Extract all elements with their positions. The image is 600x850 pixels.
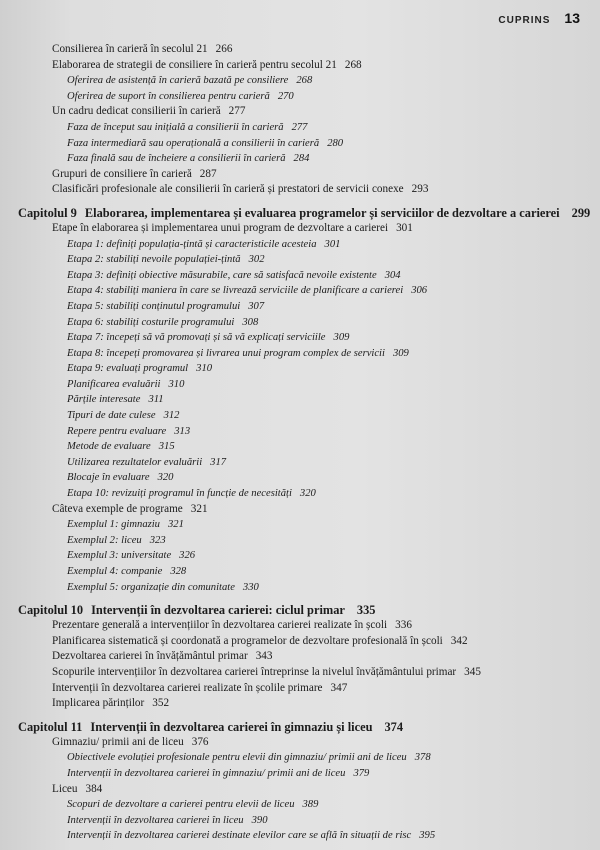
toc-entry-page: 315 [158,441,175,453]
toc-entry-title: Etapa 6: stabiliți costurile programului [67,316,235,328]
toc-entry-title: Tipuri de date culese [67,410,156,422]
toc-section-entry [18,696,588,712]
toc-entry-page: 320 [157,472,174,484]
toc-subsection-entry [18,315,588,331]
toc-entry-page: 323 [149,534,166,546]
chapter-number: Capitolul 9 [18,205,77,220]
toc-subsection-entry [18,564,588,580]
toc-entry-page: 277 [228,105,246,118]
toc-entry-page: 270 [277,90,294,102]
toc-entry-title: Gimnaziu/ primii ani de liceu [52,735,184,748]
toc-entry-title: Etapa 10: revizuiți programul în funcție de necesități [67,488,292,500]
toc-entry-page: 293 [411,183,429,196]
toc-subsection-entry [18,828,588,844]
toc-subsection-entry [18,361,588,377]
toc-section-entry [18,167,588,183]
toc-entry-page: 268 [344,58,362,71]
toc-entry-page: 379 [353,767,370,779]
running-title: CUPRINS [498,15,551,26]
toc-entry-page: 374 [384,719,404,734]
toc-subsection-entry [18,766,588,782]
toc-entry-page: 335 [356,603,376,618]
toc-entry-title: Intervenții în dezvoltarea carierei destinate elevilor care se află în situații de risc [67,830,412,842]
toc-entry-title: Planificarea sistematică și coordonată a programelor de dezvoltare profesională în școli [52,634,443,647]
toc-entry-title: Repere pentru evaluare [67,425,167,437]
toc-entry-title: Planificarea evaluării [67,378,161,390]
toc-entry-page: 299 [571,205,591,220]
toc-subsection-entry [18,252,588,268]
toc-subsection-entry [18,346,588,362]
toc-subsection-entry [18,517,588,533]
toc-entry-page: 395 [419,830,436,842]
toc-entry-page: 308 [242,316,259,328]
toc-entry-page: 302 [248,254,265,266]
toc-entry-title: Exemplul 3: universitate [67,550,172,562]
toc-section-entry [18,618,588,634]
toc-section-entry [18,681,588,697]
toc-entry-page: 342 [450,634,468,647]
toc-entry-page: 266 [215,43,233,55]
chapter-heading [18,205,591,221]
chapter-number: Capitolul 11 [18,719,83,734]
toc-entry-title: Implicarea părinților [52,697,145,710]
toc-entry-title: Clasificări profesionale ale consilierii în carieră și prestatori de servicii conexe [52,183,404,196]
toc-subsection-entry [18,797,588,813]
toc-entry-page: 336 [395,619,412,632]
toc-subsection-entry [18,330,588,346]
toc-entry-title: Scopurile intervențiilor în dezvoltarea carierei întreprinse la nivelul învățământului primar [52,665,457,678]
toc-entry-page: 311 [148,394,164,406]
toc-entry-page: 313 [174,425,191,437]
toc-subsection-entry [18,486,588,502]
chapter-heading [18,719,588,735]
toc-entry-title: Etapa 1: definiți populația-țintă și caracteristicile acesteia [67,238,317,250]
toc-subsection-entry [18,268,588,284]
toc-entry-title: Intervenții în dezvoltarea carierei: ciclul primar [91,603,345,618]
toc-entry-page: 330 [242,581,259,593]
toc-entry-page: 284 [293,153,310,165]
toc-section-entry [18,58,588,74]
toc-entry-page: 304 [384,269,401,281]
toc-section-entry [18,782,588,798]
toc-entry-page: 343 [255,650,273,663]
toc-entry-page: 378 [414,752,431,764]
toc-entry-page: 389 [302,799,319,811]
toc-subsection-entry [18,89,588,105]
toc-section-entry [18,502,588,518]
toc-entry-page: 268 [296,75,313,87]
page-number: 13 [564,10,580,26]
toc-entry-page: 376 [191,735,209,748]
toc-entry-page: 328 [170,566,187,577]
toc-entry-page: 277 [291,121,308,133]
toc-subsection-entry [18,283,588,299]
toc-entry-title: Grupuri de consiliere în carieră [52,167,192,180]
toc-subsection-entry [18,750,588,766]
toc-section-entry [18,634,588,650]
toc-entry-title: Scopuri de dezvoltare a carierei pentru elevii de liceu [67,799,295,811]
toc-entry-page: 312 [163,410,180,422]
toc-entry-page: 390 [251,814,268,826]
toc-subsection-entry [18,580,588,596]
toc-entry-title: Oferirea de asistență în carieră bazată pe consiliere [67,75,289,87]
toc-entry-title: Utilizarea rezultatelor evaluării [67,456,203,468]
toc-entry-title: Faza finală sau de încheiere a consilierii în carieră [67,153,286,165]
toc-entry-page: 306 [411,285,428,297]
toc-entry-title: Metode de evaluare [67,441,151,453]
toc-entry-title: Intervenții în dezvoltarea carierei în liceu [67,814,244,826]
toc-entry-title: Elaborarea, implementarea și evaluarea programelor și serviciilor de dezvoltare a carierei [84,205,560,220]
toc-entry-title: Un cadru dedicat consilierii în carieră [52,105,221,118]
toc-entry-title: Câteva exemple de programe [52,502,183,515]
toc-entry-title: Etapa 7: începeți să vă promovați și să vă explicați serviciile [67,332,326,344]
toc-subsection-entry [18,424,588,440]
toc-entry-title: Oferirea de suport în consilierea pentru carieră [67,90,270,102]
toc-subsection-entry [18,151,588,167]
toc-subsection-entry [18,299,588,315]
toc-entry-title: Faza intermediară sau operațională a consilierii în carieră [67,137,320,149]
toc-entry-page: 309 [333,332,350,344]
toc-entry-title: Intervenții în dezvoltarea carierei în gimnaziu și liceu [90,719,373,734]
toc-entry-title: Etapa 3: definiți obiective măsurabile, care să satisfacă nevoile existente [67,269,377,281]
toc-subsection-entry [18,377,588,393]
toc-entry-page: 352 [152,697,170,710]
toc-subsection-entry [18,813,588,829]
toc-entry-page: 326 [179,550,196,562]
toc-entry-title: Părțile interesate [67,394,141,406]
toc-entry-page: 301 [396,221,413,234]
toc-subsection-entry [18,392,588,408]
chapter-number: Capitolul 10 [18,603,84,618]
running-header [498,10,580,26]
toc-entry-page: 347 [330,681,348,694]
toc-entry-title: Consilierea în carieră în secolul 21 [52,43,208,55]
toc-entry-page: 280 [327,137,344,149]
toc-subsection-entry [18,120,588,136]
toc-entry-page: 384 [85,782,103,795]
toc-subsection-entry [18,237,588,253]
toc-entry-title: Etapa 2: stabiliți nevoile populației-țintă [67,254,241,266]
toc-subsection-entry [18,136,588,152]
toc-entry-page: 345 [464,665,481,678]
toc-entry-title: Exemplul 4: companie [67,566,163,577]
toc-section-entry [18,649,588,665]
toc-entry-title: Intervenții în dezvoltarea carierei în gimnaziu/ primii ani de liceu [67,767,346,779]
toc-entry-title: Exemplul 5: organizație din comunitate [67,581,235,593]
toc-section-entry [18,221,588,237]
toc-entry-title: Faza de început sau inițială a consilierii în carieră [67,121,284,133]
toc-entry-title: Obiectivele evoluției profesionale pentru elevii din gimnaziu/ primii ani de liceu [67,752,407,764]
toc-entry-title: Blocaje în evaluare [67,472,150,484]
toc-entry-page: 287 [199,167,217,180]
toc-entry-title: Elaborarea de strategii de consiliere în carieră pentru secolul 21 [52,58,337,71]
toc-subsection-entry [18,533,588,549]
toc-entry-page: 310 [196,363,213,375]
toc-entry-title: Exemplul 1: gimnaziu [67,519,160,531]
toc-subsection-entry [18,408,588,424]
toc-section-entry [18,182,588,198]
chapter-heading [18,602,588,618]
toc-entry-title: Etapa 4: stabiliți maniera în care se livrează serviciile de planificare a carierei [67,285,404,297]
toc-subsection-entry [18,455,588,471]
toc-entry-title: Etapa 9: evaluați programul [67,363,189,375]
toc-entry-title: Etape în elaborarea și implementarea unui program de dezvoltare a carierei [52,221,389,234]
toc-entry-page: 321 [190,502,208,515]
toc-entry-title: Prezentare generală a intervențiilor în dezvoltarea carierei realizate în școli [52,619,388,632]
toc-entry-title: Etapa 8: începeți promovarea și livrarea unui program complex de servicii [67,347,385,359]
toc-entry-title: Exemplul 2: liceu [67,534,142,546]
toc-subsection-entry [18,73,588,89]
toc-section-entry [18,104,588,120]
toc-entry-page: 320 [299,488,316,500]
toc-subsection-entry [18,470,588,486]
toc-entry-title: Dezvoltarea carierei în învățământul primar [52,650,248,663]
toc-entry-page: 307 [248,300,265,312]
toc-entry-title: Liceu [52,782,78,795]
toc-entry-page: 301 [324,238,341,250]
toc-subsection-entry [18,439,588,455]
toc-entry-title: Etapa 5: stabiliți conținutul programului [67,300,241,312]
toc-subsection-entry [18,548,588,564]
toc-entry-title: Intervenții în dezvoltarea carierei realizate în școlile primare [52,681,323,694]
toc-section-entry [18,665,588,681]
toc-section-entry [18,735,588,751]
toc-entry-page: 317 [210,456,227,468]
toc-section-entry [18,42,588,58]
toc-entry-page: 310 [168,378,185,390]
toc-entry-page: 321 [167,519,184,531]
toc-entry-page: 309 [392,347,409,359]
table-of-contents [18,42,591,844]
